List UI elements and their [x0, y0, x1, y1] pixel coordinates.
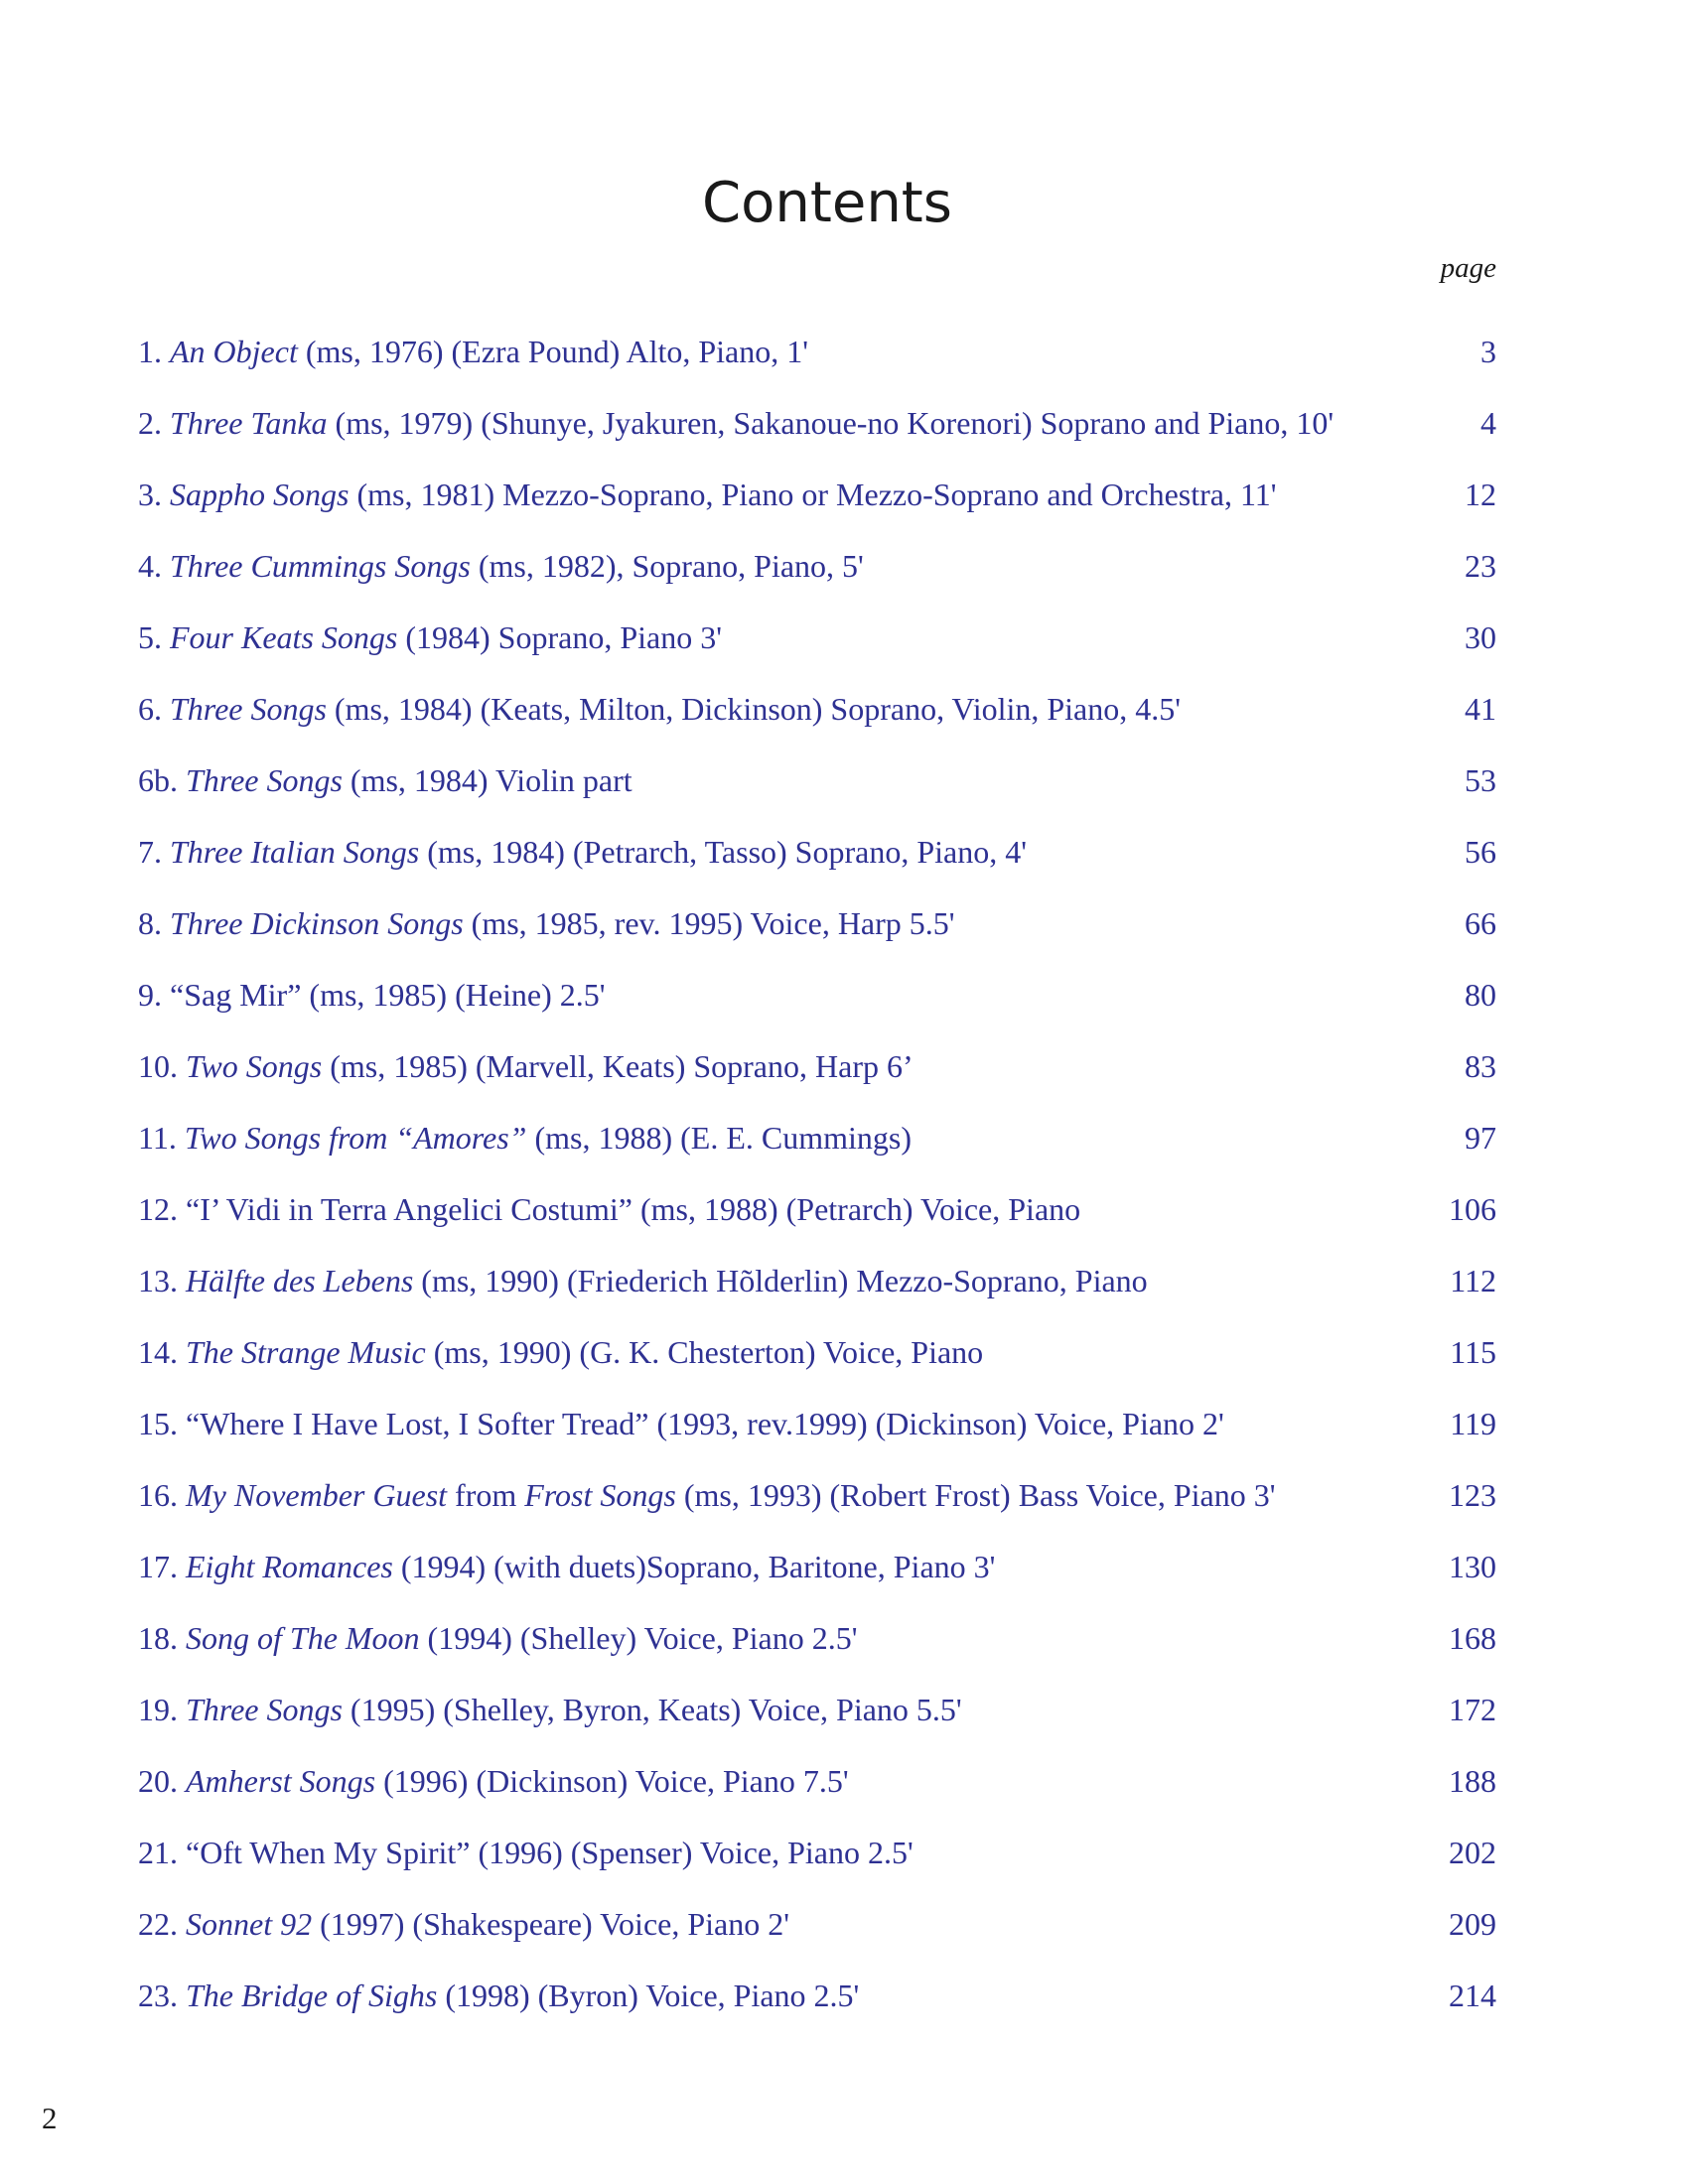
entry-detail: (1996) (Dickinson) Voice, Piano 7.5': [375, 1763, 849, 1799]
toc-entry: [138, 1761, 1496, 1833]
work-title: Three Songs: [186, 1692, 343, 1727]
entry-detail: 2.: [138, 405, 170, 441]
entry-detail: (ms, 1990) (G. K. Chesterton) Voice, Piano: [425, 1334, 984, 1370]
work-title: Two Songs: [186, 1048, 323, 1084]
entry-page-number: 202: [1449, 1835, 1496, 1870]
entry-title: [138, 475, 1445, 546]
page-title: Contents: [702, 171, 952, 235]
toc-entry: [138, 1690, 1496, 1761]
entry-detail: 7.: [138, 834, 170, 870]
toc-entry: [138, 1332, 1496, 1404]
entry-detail: (ms, 1984) (Petrarch, Tasso) Soprano, Piano, 4': [419, 834, 1027, 870]
toc-entry: [138, 1618, 1496, 1690]
entry-title: [138, 1475, 1429, 1547]
work-title: Three Cummings Songs: [170, 548, 471, 584]
entry-title: [138, 975, 1445, 1046]
toc-entry: [138, 832, 1496, 903]
work-title: Four Keats Songs: [170, 619, 398, 655]
entry-title: [138, 1189, 1429, 1261]
entry-detail: 12. “I’ Vidi in Terra Angelici Costumi” (ms, 1988) (Petrarch) Voice, Piano: [138, 1191, 1081, 1227]
toc-entry: [138, 975, 1496, 1046]
entry-page-number: 106: [1449, 1191, 1496, 1227]
entry-page-number: 130: [1449, 1549, 1496, 1584]
entry-detail: 1.: [138, 334, 170, 369]
toc-entry: [138, 1404, 1496, 1475]
toc-entry: [138, 403, 1496, 475]
entry-detail: 3.: [138, 477, 170, 512]
entry-detail: 13.: [138, 1263, 186, 1298]
entry-title: [138, 617, 1445, 689]
entry-page-number: 4: [1480, 405, 1496, 441]
entry-detail: (ms, 1981) Mezzo-Soprano, Piano or Mezzo-Soprano and Orchestra, 11': [349, 477, 1277, 512]
entry-detail: 20.: [138, 1763, 186, 1799]
entry-page-number: 119: [1450, 1406, 1496, 1441]
toc-entry: [138, 1976, 1496, 2047]
entry-detail: 8.: [138, 905, 170, 941]
toc-entry: [138, 1046, 1496, 1118]
toc-entry: [138, 1189, 1496, 1261]
entry-detail: from: [447, 1477, 525, 1513]
entry-detail: (ms, 1988) (E. E. Cummings): [526, 1120, 912, 1156]
toc-entry: [138, 760, 1496, 832]
entry-title: [138, 1332, 1430, 1404]
entry-title: [138, 1833, 1429, 1904]
toc-entry: [138, 1118, 1496, 1189]
toc-entry: [138, 1261, 1496, 1332]
entry-page-number: 115: [1450, 1334, 1496, 1370]
entry-page-number: 168: [1449, 1620, 1496, 1656]
toc-entry: [138, 1475, 1496, 1547]
entry-detail: 6b.: [138, 762, 186, 798]
entry-detail: (ms, 1982), Soprano, Piano, 5': [470, 548, 864, 584]
entry-detail: 4.: [138, 548, 170, 584]
entry-title: [138, 1261, 1430, 1332]
entry-detail: 9. “Sag Mir” (ms, 1985) (Heine) 2.5': [138, 977, 606, 1013]
work-title: Frost Songs: [524, 1477, 676, 1513]
entry-detail: (1995) (Shelley, Byron, Keats) Voice, Piano 5.5': [342, 1692, 962, 1727]
entry-page-number: 12: [1465, 477, 1496, 512]
entry-title: [138, 1046, 1445, 1118]
entry-detail: 14.: [138, 1334, 186, 1370]
entry-page-number: 112: [1450, 1263, 1496, 1298]
table-of-contents: [138, 332, 1496, 2047]
page-number: 2: [42, 2101, 58, 2135]
entry-detail: (1994) (Shelley) Voice, Piano 2.5': [419, 1620, 858, 1656]
work-title: Hälfte des Lebens: [186, 1263, 414, 1298]
entry-title: [138, 903, 1445, 975]
entry-page-number: 188: [1449, 1763, 1496, 1799]
entry-title: [138, 1690, 1429, 1761]
entry-title: [138, 1618, 1429, 1690]
entry-title: [138, 1118, 1445, 1189]
work-title: Amherst Songs: [186, 1763, 376, 1799]
toc-entry: [138, 332, 1496, 403]
entry-detail: 11.: [138, 1120, 185, 1156]
toc-entry: [138, 546, 1496, 617]
entry-detail: (ms, 1984) Violin part: [342, 762, 633, 798]
entry-page-number: 30: [1465, 619, 1496, 655]
toc-entry: [138, 903, 1496, 975]
entry-detail: 5.: [138, 619, 170, 655]
entry-detail: 21. “Oft When My Spirit” (1996) (Spenser) Voice, Piano 2.5': [138, 1835, 914, 1870]
entry-page-number: 56: [1465, 834, 1496, 870]
entry-page-number: 41: [1465, 691, 1496, 727]
entry-title: [138, 1761, 1429, 1833]
toc-entry: [138, 1904, 1496, 1976]
entry-page-number: 123: [1449, 1477, 1496, 1513]
entry-title: [138, 1547, 1429, 1618]
entry-detail: 19.: [138, 1692, 186, 1727]
toc-entry: [138, 1547, 1496, 1618]
entry-title: [138, 403, 1461, 475]
work-title: Three Songs: [186, 762, 343, 798]
entry-detail: (ms, 1979) (Shunye, Jyakuren, Sakanoue-no Korenori) Soprano and Piano, 10': [327, 405, 1335, 441]
entry-page-number: 172: [1449, 1692, 1496, 1727]
entry-page-number: 23: [1465, 548, 1496, 584]
entry-title: [138, 546, 1445, 617]
entry-title: [138, 1904, 1429, 1976]
entry-detail: 16.: [138, 1477, 186, 1513]
entry-title: [138, 760, 1445, 832]
work-title: My November Guest: [186, 1477, 448, 1513]
work-title: Three Tanka: [170, 405, 328, 441]
entry-detail: (1984) Soprano, Piano 3': [397, 619, 722, 655]
entry-title: [138, 1404, 1430, 1475]
entry-page-number: 209: [1449, 1906, 1496, 1942]
toc-entry: [138, 1833, 1496, 1904]
work-title: Sonnet 92: [186, 1906, 313, 1942]
entry-detail: 17.: [138, 1549, 186, 1584]
page-column-header: page: [1440, 252, 1496, 284]
work-title: The Bridge of Sighs: [186, 1978, 438, 2013]
entry-detail: (ms, 1990) (Friederich Hõlderlin) Mezzo-Soprano, Piano: [413, 1263, 1148, 1298]
entry-detail: (ms, 1976) (Ezra Pound) Alto, Piano, 1': [297, 334, 808, 369]
entry-detail: 22.: [138, 1906, 186, 1942]
entry-title: [138, 689, 1445, 760]
work-title: Sappho Songs: [170, 477, 350, 512]
work-title: Two Songs from “Amores”: [184, 1120, 527, 1156]
entry-page-number: 66: [1465, 905, 1496, 941]
entry-detail: (ms, 1993) (Robert Frost) Bass Voice, Piano 3': [675, 1477, 1276, 1513]
entry-detail: (ms, 1985, rev. 1995) Voice, Harp 5.5': [463, 905, 955, 941]
entry-page-number: 214: [1449, 1978, 1496, 2013]
work-title: Three Italian Songs: [170, 834, 420, 870]
entry-detail: (1997) (Shakespeare) Voice, Piano 2': [312, 1906, 789, 1942]
entry-page-number: 3: [1480, 334, 1496, 369]
entry-detail: 23.: [138, 1978, 186, 2013]
entry-page-number: 97: [1465, 1120, 1496, 1156]
work-title: Three Dickinson Songs: [170, 905, 464, 941]
entry-page-number: 53: [1465, 762, 1496, 798]
entry-detail: (ms, 1984) (Keats, Milton, Dickinson) Soprano, Violin, Piano, 4.5': [326, 691, 1182, 727]
work-title: Song of The Moon: [186, 1620, 420, 1656]
toc-entry: [138, 689, 1496, 760]
entry-title: [138, 332, 1461, 403]
work-title: Three Songs: [170, 691, 327, 727]
entry-detail: 10.: [138, 1048, 186, 1084]
entry-detail: 6.: [138, 691, 170, 727]
entry-detail: (1994) (with duets)Soprano, Baritone, Piano 3': [392, 1549, 996, 1584]
entry-detail: 15. “Where I Have Lost, I Softer Tread” (1993, rev.1999) (Dickinson) Voice, Piano 2': [138, 1406, 1224, 1441]
entry-detail: (ms, 1985) (Marvell, Keats) Soprano, Harp 6’: [322, 1048, 914, 1084]
work-title: An Object: [170, 334, 298, 369]
toc-entry: [138, 475, 1496, 546]
work-title: The Strange Music: [186, 1334, 426, 1370]
work-title: Eight Romances: [186, 1549, 393, 1584]
entry-detail: (1998) (Byron) Voice, Piano 2.5': [437, 1978, 860, 2013]
toc-entry: [138, 617, 1496, 689]
entry-page-number: 83: [1465, 1048, 1496, 1084]
entry-detail: 18.: [138, 1620, 186, 1656]
entry-title: [138, 832, 1445, 903]
entry-title: [138, 1976, 1429, 2047]
entry-page-number: 80: [1465, 977, 1496, 1013]
